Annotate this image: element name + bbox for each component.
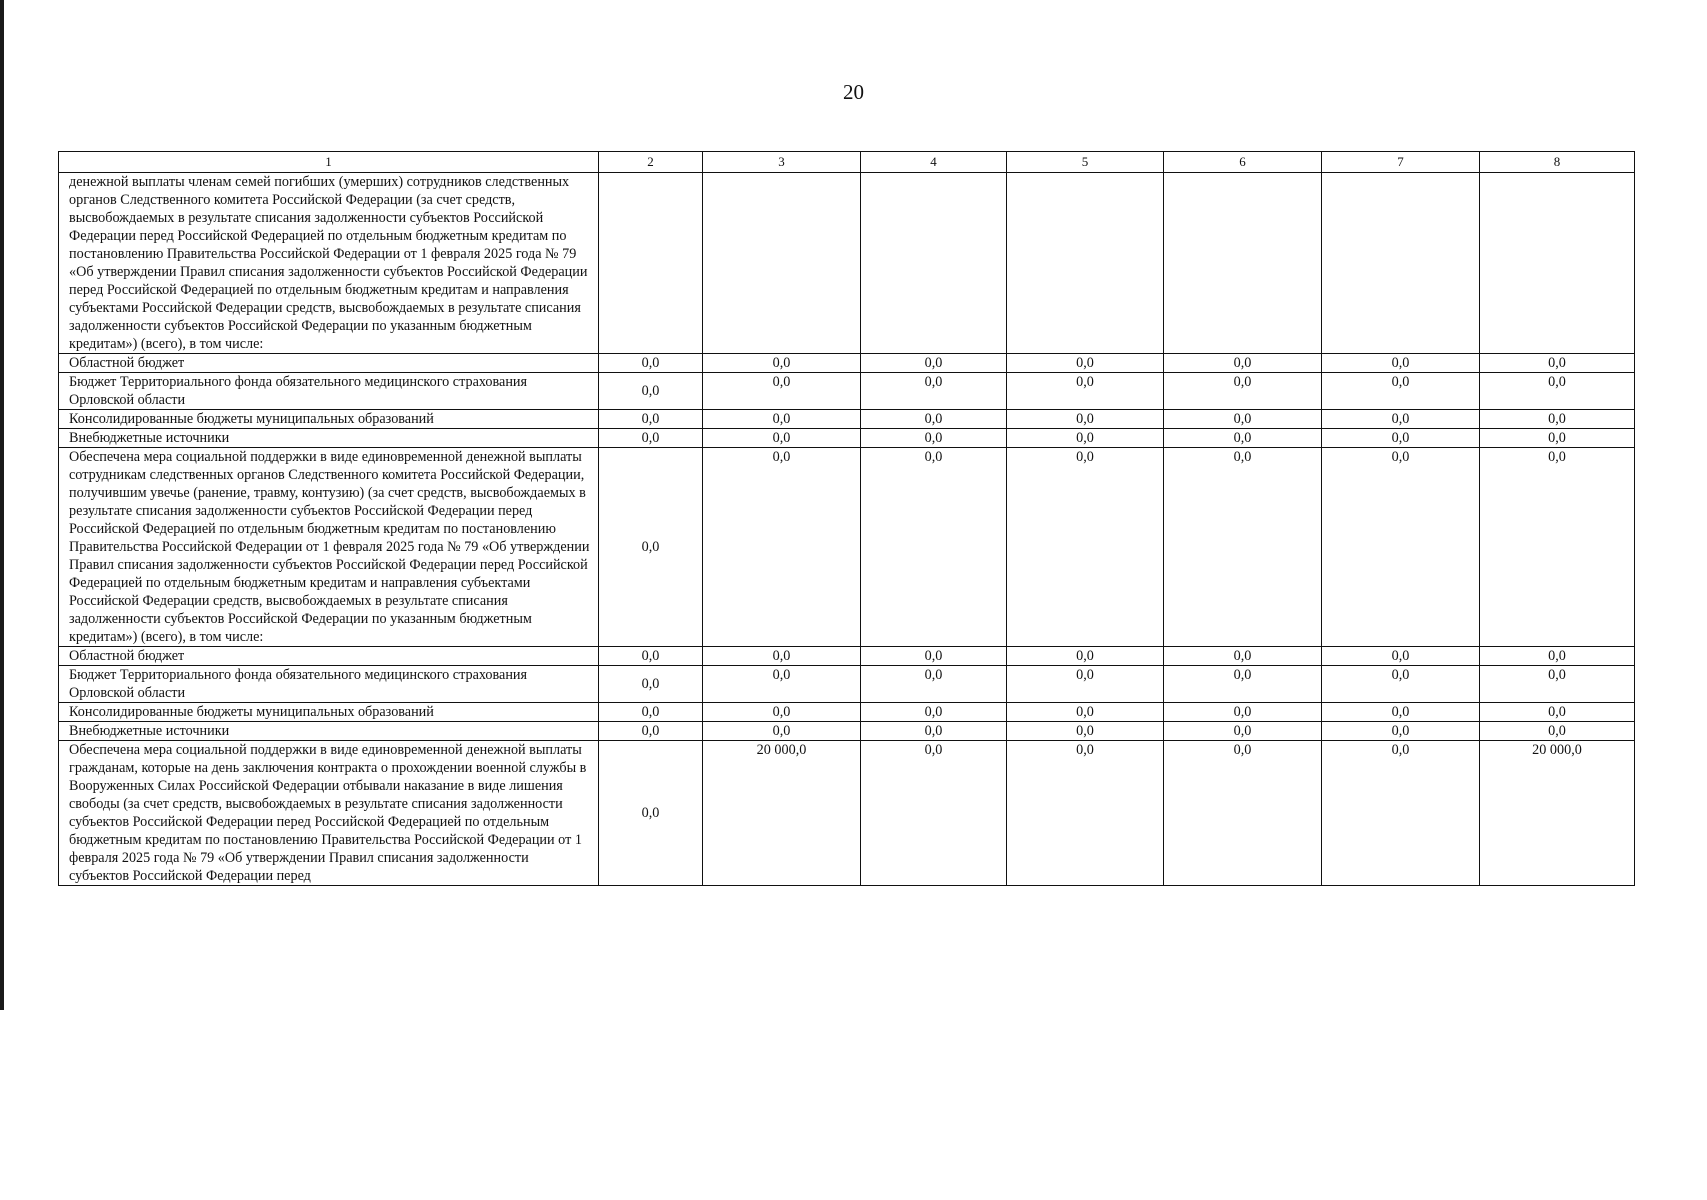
row-label: Внебюджетные источники [59, 429, 599, 448]
cell-value: 0,0 [1322, 354, 1480, 373]
cell-value: 0,0 [1322, 741, 1480, 886]
scan-edge-bar [0, 0, 4, 1010]
cell-value: 0,0 [1007, 373, 1164, 410]
cell-value: 0,0 [861, 429, 1007, 448]
column-number: 7 [1322, 152, 1480, 173]
cell-value: 0,0 [1480, 666, 1635, 703]
cell-value: 0,0 [1322, 373, 1480, 410]
budget-table [58, 151, 1635, 886]
table-row [59, 173, 1635, 354]
row-label: Внебюджетные источники [59, 722, 599, 741]
cell-value: 0,0 [1007, 410, 1164, 429]
cell-value [861, 173, 1007, 354]
row-label: Областной бюджет [59, 354, 599, 373]
cell-value: 0,0 [1164, 448, 1322, 647]
cell-value: 0,0 [703, 448, 861, 647]
column-number: 1 [59, 152, 599, 173]
cell-value: 0,0 [1164, 703, 1322, 722]
cell-value [1164, 173, 1322, 354]
table-row [59, 647, 1635, 666]
table-row [59, 448, 1635, 647]
cell-value: 0,0 [703, 722, 861, 741]
cell-value: 0,0 [599, 354, 703, 373]
row-label: Обеспечена мера социальной поддержки в виде единовременной денежной выплаты сотрудникам следственных органов Следственного комитета Российской Федерации, получившим увечье (ранение, травму, контузию) (за счет средств, высвобождаемых в результате списания задолженности субъектов Российской Федерации перед Российской Федерацией по отдельным бюджетным кредитам по постановлению Правительства Российской Федерации от 1 февраля 2025 года № 79 «Об утверждении Правил списания задолженности субъектов Российской Федерации перед Российской Федерацией по отдельным бюджетным кредитам и направления субъектами Российской Федерации средств, высвобождаемых в результате списания задолженности субъектов Российской Федерации по указанным бюджетным кредитам») (всего), в том числе: [59, 448, 599, 647]
row-label: денежной выплаты членам семей погибших (умерших) сотрудников следственных органов Следственного комитета Российской Федерации (за счет средств, высвобождаемых в результате списания задолженности субъектов Российской Федерации перед Российской Федерацией по отдельным бюджетным кредитам по постановлению Правительства Российской Федерации от 1 февраля 2025 года № 79 «Об утверждении Правил списания задолженности субъектов Российской Федерации перед Российской Федерацией по отдельным бюджетным кредитам и направления субъектами Российской Федерации средств, высвобождаемых в результате списания задолженности субъектов Российской Федерации по указанным бюджетным кредитам») (всего), в том числе: [59, 173, 599, 354]
cell-value: 0,0 [1480, 703, 1635, 722]
cell-value: 0,0 [1007, 429, 1164, 448]
cell-value: 0,0 [1164, 666, 1322, 703]
cell-value: 0,0 [1164, 354, 1322, 373]
cell-value: 0,0 [861, 410, 1007, 429]
cell-value: 0,0 [861, 373, 1007, 410]
cell-value: 0,0 [1322, 429, 1480, 448]
cell-value: 0,0 [1322, 666, 1480, 703]
cell-value: 0,0 [599, 741, 703, 886]
cell-value: 0,0 [1007, 666, 1164, 703]
cell-value: 20 000,0 [1480, 741, 1635, 886]
cell-value: 0,0 [861, 703, 1007, 722]
table-row [59, 703, 1635, 722]
cell-value: 0,0 [703, 647, 861, 666]
cell-value: 0,0 [599, 722, 703, 741]
cell-value: 0,0 [1164, 373, 1322, 410]
cell-value: 0,0 [1164, 647, 1322, 666]
cell-value: 0,0 [599, 410, 703, 429]
column-number: 3 [703, 152, 861, 173]
cell-value: 0,0 [1480, 448, 1635, 647]
cell-value: 0,0 [1007, 703, 1164, 722]
table-row [59, 722, 1635, 741]
cell-value: 0,0 [1007, 354, 1164, 373]
cell-value: 0,0 [599, 666, 703, 703]
cell-value: 0,0 [861, 666, 1007, 703]
column-number: 6 [1164, 152, 1322, 173]
cell-value: 0,0 [1480, 429, 1635, 448]
table-row [59, 666, 1635, 703]
cell-value: 0,0 [703, 354, 861, 373]
column-number: 5 [1007, 152, 1164, 173]
cell-value: 0,0 [861, 448, 1007, 647]
row-label: Обеспечена мера социальной поддержки в виде единовременной денежной выплаты гражданам, которые на день заключения контракта о прохождении военной службы в Вооруженных Силах Российской Федерации отбывали наказание в виде лишения свободы (за счет средств, высвобождаемых в результате списания задолженности субъектов Российской Федерации перед Российской Федерацией по отдельным бюджетным кредитам по постановлению Правительства Российской Федерации от 1 февраля 2025 года № 79 «Об утверждении Правил списания задолженности субъектов Российской Федерации перед [59, 741, 599, 886]
cell-value: 0,0 [1322, 703, 1480, 722]
cell-value: 0,0 [1164, 429, 1322, 448]
cell-value [1480, 173, 1635, 354]
cell-value: 20 000,0 [703, 741, 861, 886]
row-label: Консолидированные бюджеты муниципальных образований [59, 703, 599, 722]
row-label: Бюджет Территориального фонда обязательного медицинского страхования Орловской области [59, 373, 599, 410]
cell-value: 0,0 [1480, 373, 1635, 410]
cell-value: 0,0 [1007, 647, 1164, 666]
cell-value: 0,0 [1480, 722, 1635, 741]
table-row [59, 429, 1635, 448]
cell-value: 0,0 [1480, 354, 1635, 373]
cell-value: 0,0 [1164, 722, 1322, 741]
cell-value: 0,0 [703, 703, 861, 722]
cell-value: 0,0 [599, 703, 703, 722]
row-label: Областной бюджет [59, 647, 599, 666]
cell-value: 0,0 [1480, 410, 1635, 429]
cell-value: 0,0 [703, 429, 861, 448]
cell-value: 0,0 [1322, 448, 1480, 647]
cell-value: 0,0 [1164, 741, 1322, 886]
column-number: 4 [861, 152, 1007, 173]
cell-value [1322, 173, 1480, 354]
table-row [59, 410, 1635, 429]
cell-value: 0,0 [1322, 722, 1480, 741]
cell-value [1007, 173, 1164, 354]
cell-value: 0,0 [1164, 410, 1322, 429]
cell-value: 0,0 [861, 647, 1007, 666]
cell-value: 0,0 [1007, 448, 1164, 647]
cell-value: 0,0 [1480, 647, 1635, 666]
row-label: Консолидированные бюджеты муниципальных образований [59, 410, 599, 429]
table-row [59, 741, 1635, 886]
row-label: Бюджет Территориального фонда обязательного медицинского страхования Орловской области [59, 666, 599, 703]
cell-value: 0,0 [861, 354, 1007, 373]
cell-value: 0,0 [1007, 741, 1164, 886]
column-number-row [59, 152, 1635, 173]
page-number: 20 [843, 80, 864, 104]
cell-value [703, 173, 861, 354]
table-row [59, 354, 1635, 373]
cell-value: 0,0 [703, 666, 861, 703]
cell-value: 0,0 [861, 722, 1007, 741]
cell-value: 0,0 [599, 448, 703, 647]
column-number: 2 [599, 152, 703, 173]
table-row [59, 373, 1635, 410]
cell-value: 0,0 [599, 429, 703, 448]
cell-value: 0,0 [1322, 410, 1480, 429]
column-number: 8 [1480, 152, 1635, 173]
cell-value: 0,0 [861, 741, 1007, 886]
cell-value: 0,0 [1322, 647, 1480, 666]
cell-value: 0,0 [599, 647, 703, 666]
cell-value: 0,0 [703, 373, 861, 410]
cell-value: 0,0 [703, 410, 861, 429]
cell-value: 0,0 [599, 373, 703, 410]
cell-value: 0,0 [1007, 722, 1164, 741]
cell-value [599, 173, 703, 354]
